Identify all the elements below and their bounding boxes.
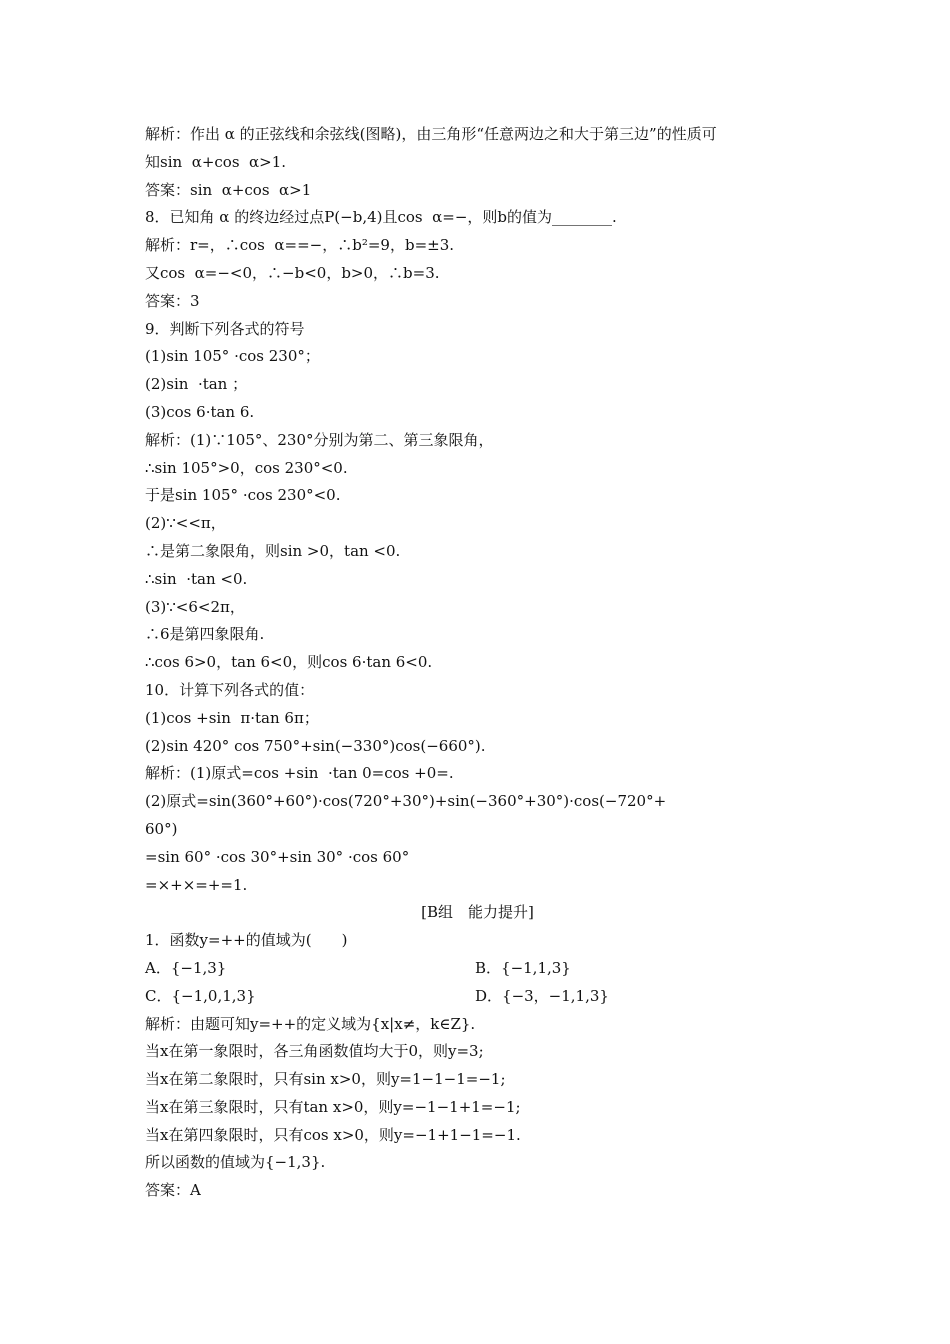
text-line: (1)sin 105° ·cos 230°； xyxy=(145,347,320,366)
text-line: 解析：(1)原式=cos +sin ·tan 0=cos +0=. xyxy=(145,764,454,783)
text-line: 解析：(1)∵105°、230°分别为第二、第三象限角， xyxy=(145,430,494,449)
text-line: 于是sin 105° ·cos 230°<0. xyxy=(145,486,341,505)
options-row xyxy=(145,983,810,1011)
option-a: A．{−1,3} xyxy=(145,958,227,977)
text-line: (2)原式=sin(360°+60°)·cos(720°+30°)+sin(−360°+30°)·cos(−720°+ xyxy=(145,792,667,811)
text-line: 解析：作出 α 的正弦线和余弦线(图略)，由三角形“任意两边之和大于第三边”的性质可 xyxy=(145,125,717,143)
solution-line: 解析：由题可知y=++的定义域为{x|x≠，k∈Z}. xyxy=(145,1014,476,1033)
text-line: (3)cos 6·tan 6. xyxy=(145,402,255,421)
text-line: =sin 60° ·cos 30°+sin 30° ·cos 60° xyxy=(145,847,410,866)
text-line: ∴cos 6>0，tan 6<0，则cos 6·tan 6<0. xyxy=(145,653,433,672)
text-line: =×+×=+=1. xyxy=(145,875,248,894)
question-8: 8．已知角 α 的终边经过点P(−b,4)且cos α=−，则b的值为________. xyxy=(145,208,617,227)
question-b1: 1．函数y=++的值域为( ) xyxy=(145,931,348,950)
text-line: (1)cos +sin π·tan 6π； xyxy=(145,708,319,727)
text-line: (3)∵<6<2π， xyxy=(145,597,245,616)
question-10: 10．计算下列各式的值： xyxy=(145,680,315,699)
solution-line: 当x在第四象限时，只有cos x>0，则y=−1+1−1=−1. xyxy=(145,1125,521,1144)
option-d: D．{−3，−1,1,3} xyxy=(475,986,609,1005)
text-line: ∴sin ·tan <0. xyxy=(145,569,248,588)
text-line: (2)sin ·tan ； xyxy=(145,375,248,394)
question-9: 9．判断下列各式的符号 xyxy=(145,319,305,338)
solution-line: 当x在第一象限时，各三角函数值均大于0，则y=3; xyxy=(145,1042,484,1061)
text-line: ∴sin 105°>0，cos 230°<0. xyxy=(145,458,348,477)
text-line: (2)sin 420° cos 750°+sin(−330°)cos(−660°). xyxy=(145,736,486,755)
section-heading: [B组 能力提升] xyxy=(421,903,534,922)
text-line: 60°) xyxy=(145,819,178,838)
solution-line: 所以函数的值域为{−1,3}. xyxy=(145,1153,326,1172)
text-line: 答案：sin α+cos α>1 xyxy=(145,180,312,199)
text-line: 又cos α=−<0，∴−b<0，b>0，∴b=3. xyxy=(145,263,440,282)
option-c: C．{−1,0,1,3} xyxy=(145,986,256,1005)
option-b: B．{−1,1,3} xyxy=(475,958,571,977)
answer-line: 答案：A xyxy=(145,1181,201,1200)
document-content xyxy=(145,121,810,1205)
text-line: 知sin α+cos α>1. xyxy=(145,152,287,171)
text-line: ∴6是第四象限角. xyxy=(145,625,265,644)
text-line: 解析：r=，∴cos α==−，∴b²=9，b=±3. xyxy=(145,236,455,255)
options-row xyxy=(145,955,810,983)
solution-line: 当x在第三象限时，只有tan x>0，则y=−1−1+1=−1; xyxy=(145,1097,521,1116)
text-line: (2)∵<<π， xyxy=(145,514,226,533)
solution-line: 当x在第二象限时，只有sin x>0，则y=1−1−1=−1; xyxy=(145,1070,506,1089)
text-line: 答案：3 xyxy=(145,291,200,310)
text-line: ∴是第二象限角，则sin >0，tan <0. xyxy=(145,541,401,560)
